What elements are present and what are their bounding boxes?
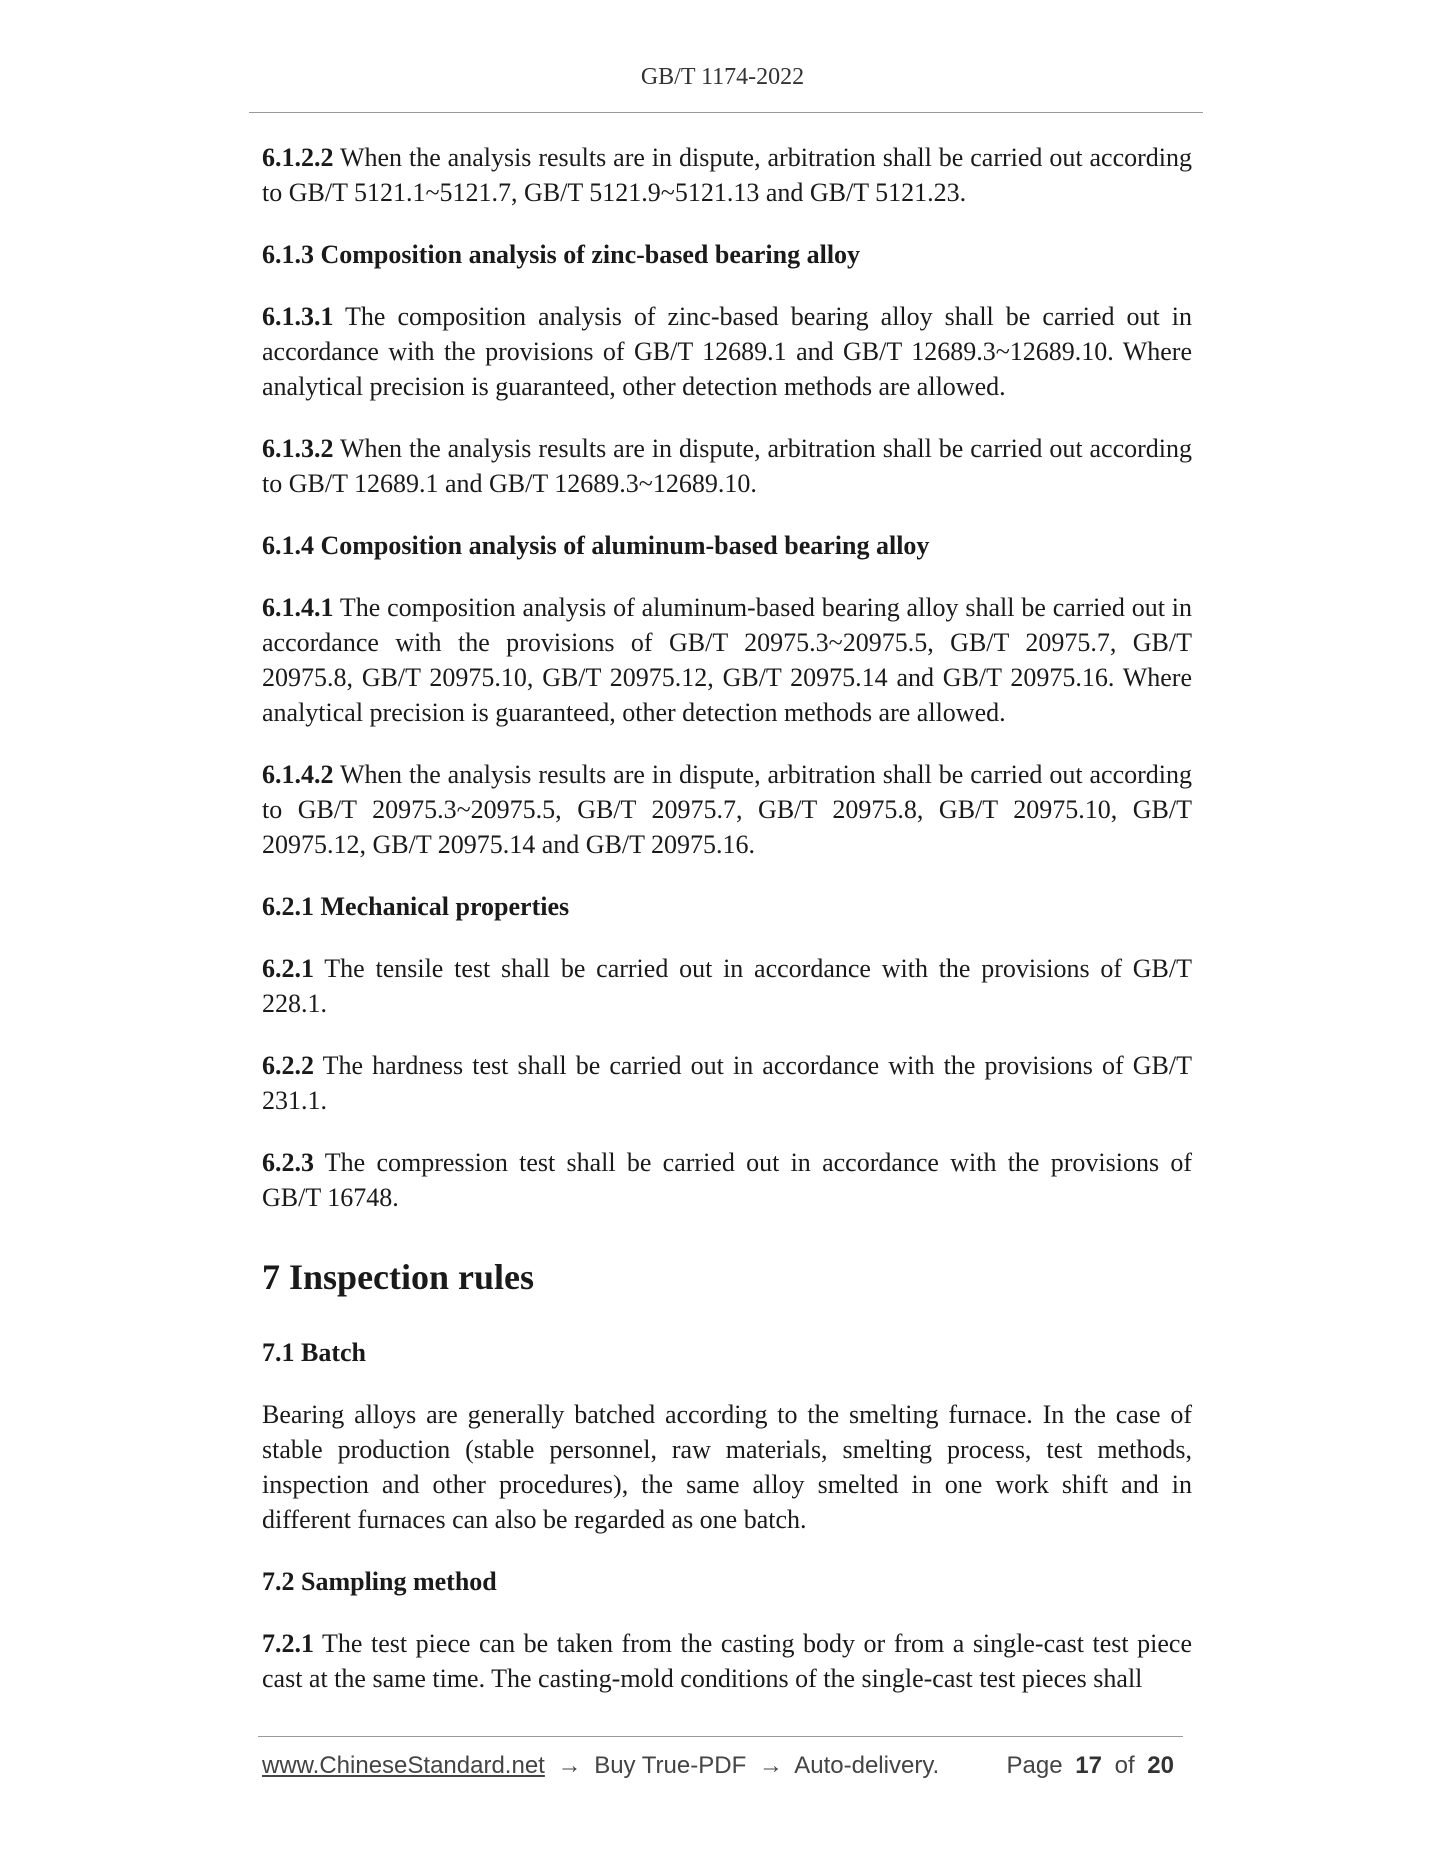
clause-text: The tensile test shall be carried out in accordance with the provisions of GB/T 228.1. [262, 954, 1192, 1018]
footer-divider [258, 1736, 1183, 1737]
heading-6-1-4: 6.1.4 Composition analysis of aluminum-based bearing alloy [262, 531, 930, 560]
site-link[interactable]: www.ChineseStandard.net [262, 1752, 545, 1779]
heading-6-2-1: 6.2.1 Mechanical properties [262, 892, 570, 921]
clause-6-1-4-2 [262, 757, 1192, 862]
clause-text: The composition analysis of zinc-based bearing alloy shall be carried out in accordance with the provisions of GB/T 12689.1 and GB/T 12689.3~12689.10. Where analytical precision is guaranteed, other detection methods are allowed. [262, 302, 1192, 401]
clause-6-1-4-1 [262, 590, 1192, 730]
heading-7-1: 7.1 Batch [262, 1338, 366, 1367]
page-footer [262, 1752, 1182, 1780]
clause-number: 6.1.4.1 [262, 593, 334, 622]
header-divider [249, 112, 1203, 113]
heading-6-1-3: 6.1.3 Composition analysis of zinc-based bearing alloy [262, 240, 861, 269]
page-label: Page [1006, 1752, 1063, 1779]
page-of: of [1114, 1752, 1135, 1779]
clause-number: 6.1.3.1 [262, 302, 334, 331]
page-current: 17 [1075, 1752, 1102, 1779]
arrow-right-icon: → [557, 1752, 582, 1779]
clause-7-1-body [262, 1397, 1192, 1537]
chapter-7-title: 7 Inspection rules [262, 1257, 535, 1297]
clause-number: 6.2.3 [262, 1148, 314, 1177]
clause-text: When the analysis results are in dispute, arbitration shall be carried out according to GB/T 12689.1 and GB/T 12689.3~12689.10. [262, 434, 1192, 498]
clause-text: When the analysis results are in dispute, arbitration shall be carried out according to GB/T 20975.3~20975.5, GB/T 20975.7, GB/T 20975.8, GB/T 20975.10, GB/T 20975.12, GB/T 20975.14 and GB/T 20975.16. [262, 760, 1192, 859]
clause-number: 6.1.2.2 [262, 143, 334, 172]
clause-6-1-2-2 [262, 140, 1192, 210]
clause-6-2-1 [262, 951, 1192, 1021]
clause-number: 6.2.2 [262, 1051, 314, 1080]
clause-text: The composition analysis of aluminum-based bearing alloy shall be carried out in accordance with the provisions of GB/T 20975.3~20975.5, GB/T 20975.7, GB/T 20975.8, GB/T 20975.10, GB/T 20975.12, GB/T 20975.14 and GB/T 20975.16. Where analytical precision is guaranteed, other detection methods are allowed. [262, 593, 1192, 727]
clause-text: The test piece can be taken from the casting body or from a single-cast test piece cast at the same time. The casting-mold conditions of the single-cast test pieces shall [262, 1629, 1192, 1693]
footer-promo [262, 1752, 939, 1780]
clause-text: When the analysis results are in dispute, arbitration shall be carried out according to GB/T 5121.1~5121.7, GB/T 5121.9~5121.13 and GB/T 5121.23. [262, 143, 1192, 207]
clause-6-2-3 [262, 1145, 1192, 1215]
document-header-id: GB/T 1174-2022 [640, 64, 805, 90]
heading-7-2: 7.2 Sampling method [262, 1567, 497, 1596]
clause-6-1-3-2 [262, 431, 1192, 501]
document-body [262, 140, 1192, 1723]
clause-number: 6.2.1 [262, 954, 314, 983]
buy-text: Buy True-PDF [594, 1752, 747, 1779]
delivery-text: Auto-delivery. [794, 1752, 940, 1779]
clause-number: 6.1.3.2 [262, 434, 334, 463]
page-indicator [1007, 1752, 1183, 1780]
clause-text: The hardness test shall be carried out in accordance with the provisions of GB/T 231.1. [262, 1051, 1192, 1115]
arrow-right-icon: → [758, 1752, 783, 1779]
clause-6-1-3-1 [262, 299, 1192, 404]
clause-7-2-1 [262, 1626, 1192, 1696]
page-total: 20 [1147, 1752, 1174, 1779]
clause-text: The compression test shall be carried out in accordance with the provisions of GB/T 16748. [262, 1148, 1192, 1212]
clause-number: 7.2.1 [262, 1629, 314, 1658]
clause-text: Bearing alloys are generally batched according to the smelting furnace. In the case of stable production (stable personnel, raw materials, smelting process, test methods, inspection and other procedures), the same alloy smelted in one work shift and in different furnaces can also be regarded as one batch. [262, 1400, 1192, 1534]
clause-6-2-2 [262, 1048, 1192, 1118]
clause-number: 6.1.4.2 [262, 760, 334, 789]
